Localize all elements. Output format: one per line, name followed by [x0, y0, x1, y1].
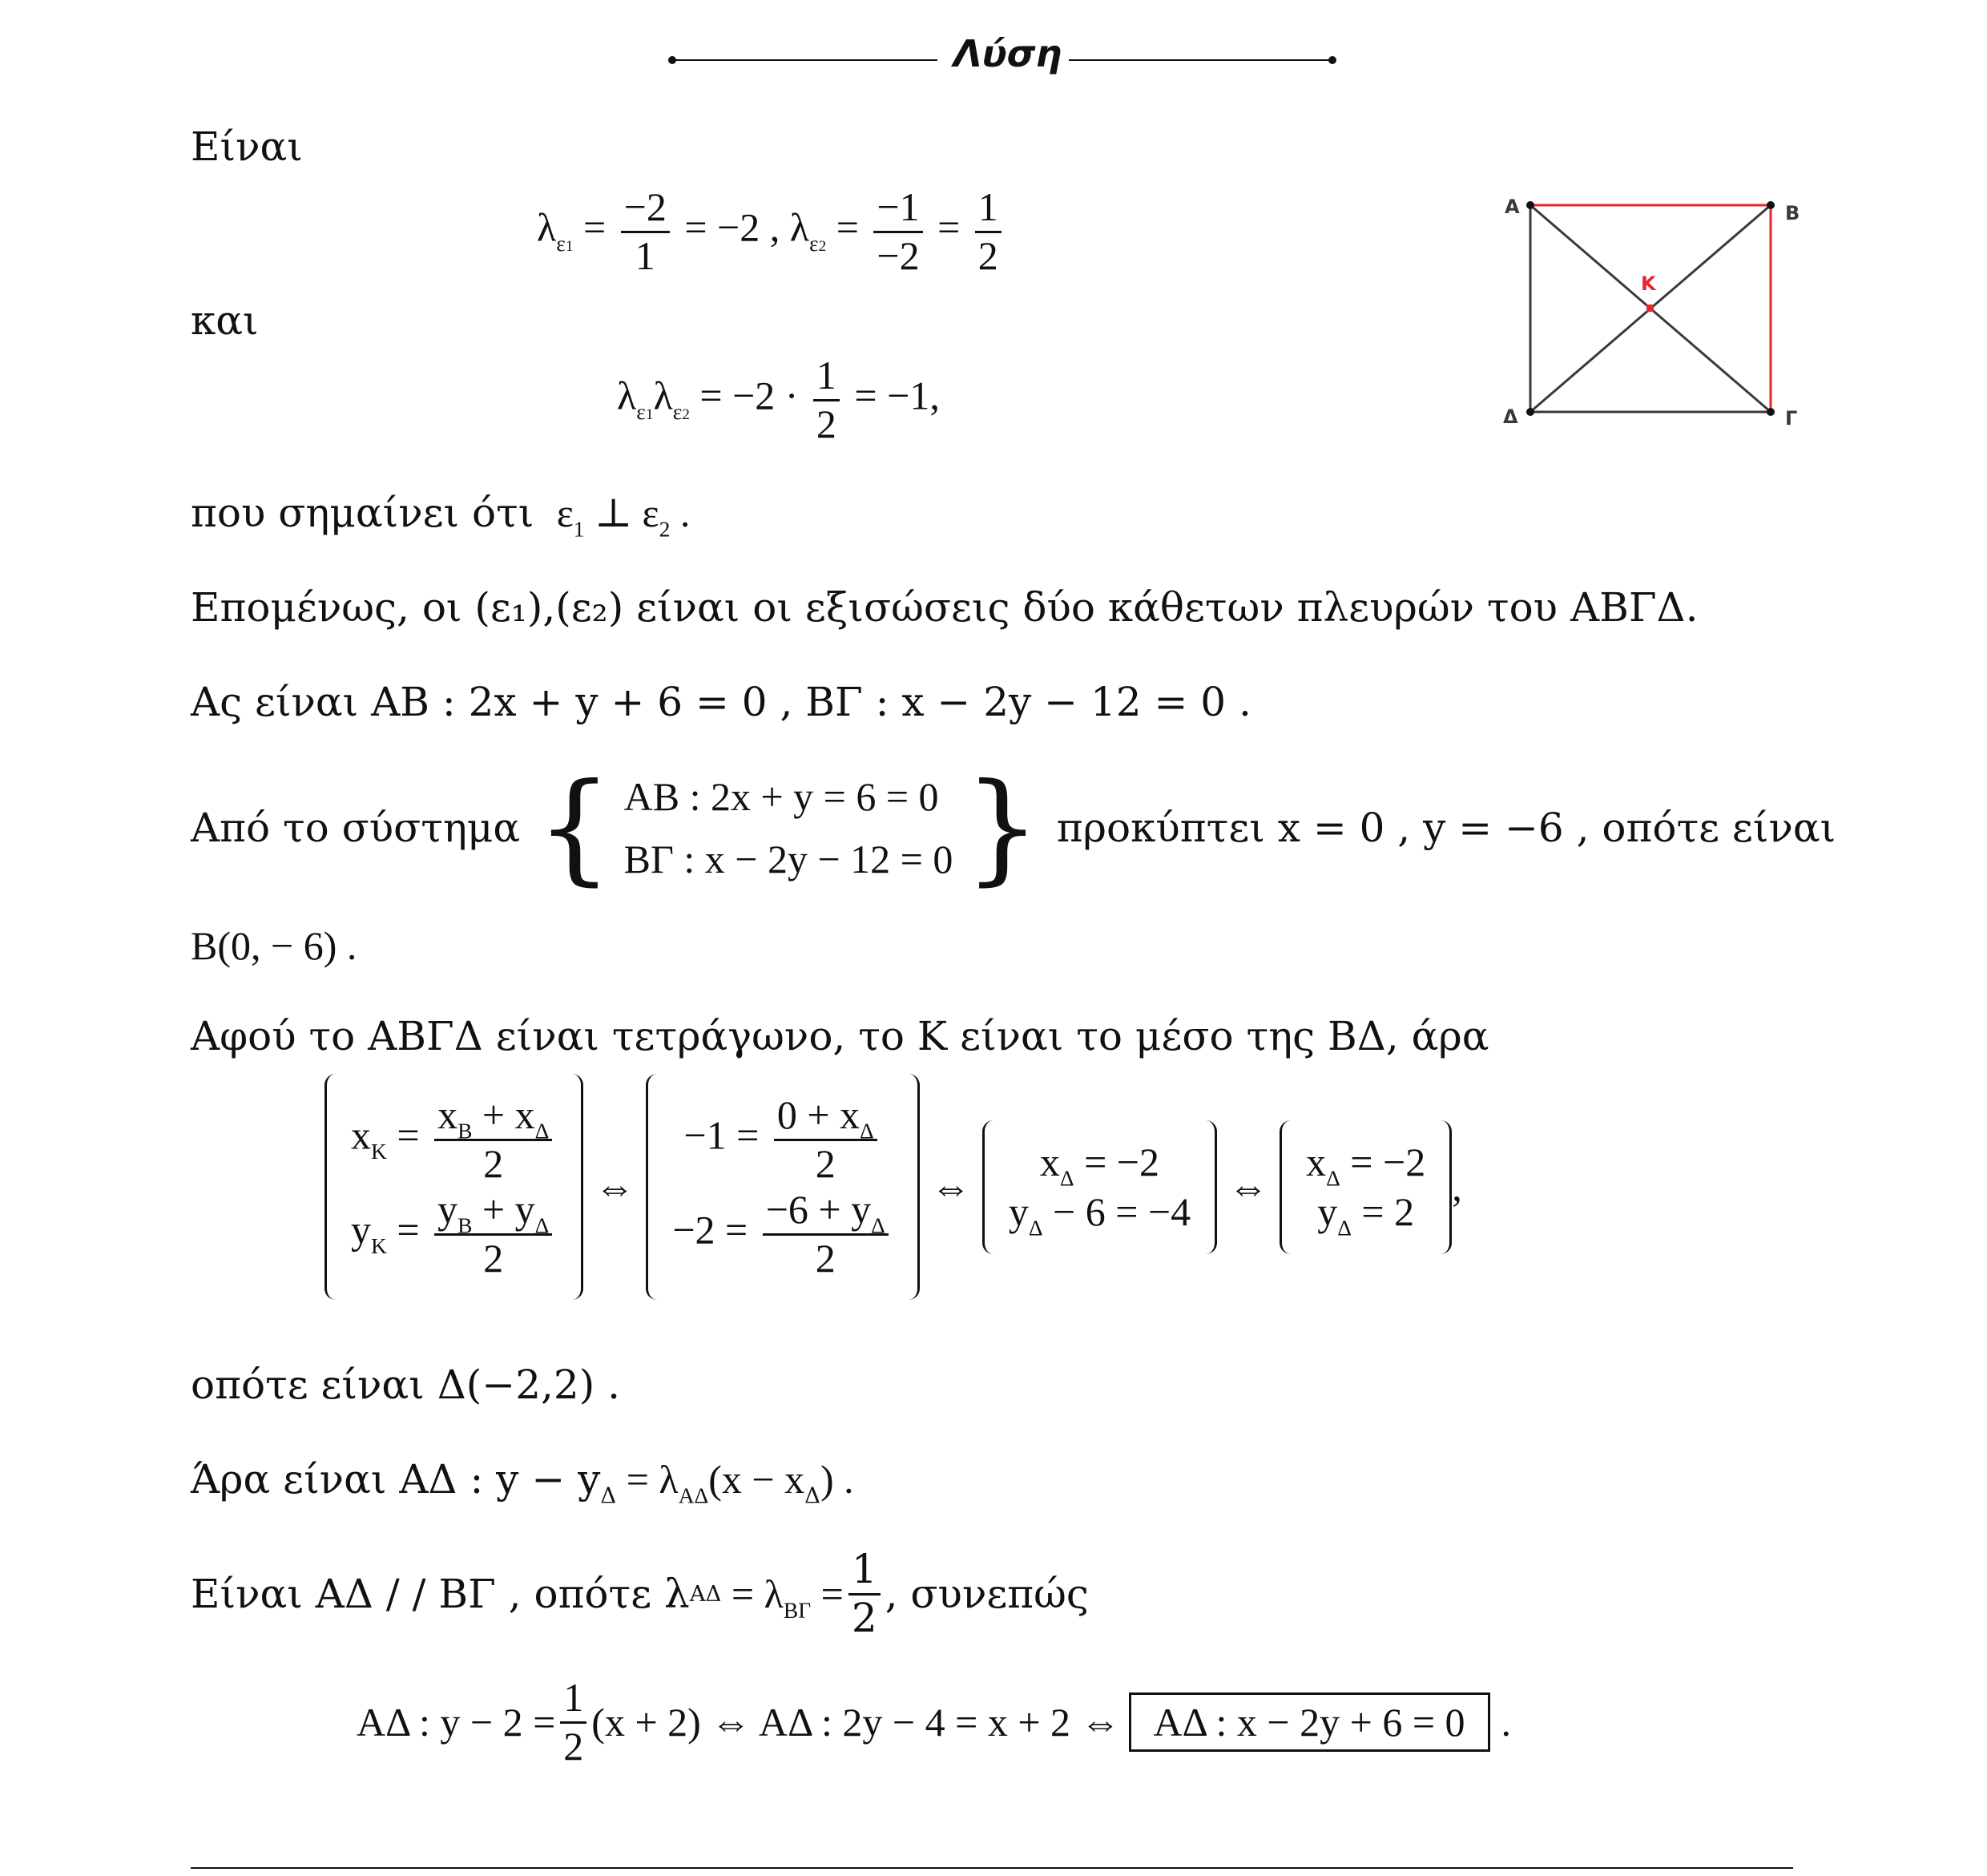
system-block-2: −1 = $\frac{0 + x_\Delta}{2}$ −2 = $\frac{-6 + y_\Delta}{2}$ [646, 1074, 920, 1300]
point-k [1646, 305, 1654, 312]
system-block-3: $x_\Delta = -2$ $y_\Delta - 6 = -4$ [982, 1120, 1217, 1254]
text-line: Είναι AΔ / / ΒΓ , οπότε λ AΔ = $\lambda_{B\Gamma}$ = $\frac{1}{2}$ , συνεπώς [191, 1546, 1089, 1641]
system-block-1: $x_K$ = $\frac{x_B + x_\Delta}{2}$ $y_K$ = $\frac{y_B + y_\Delta}{2}$ [324, 1074, 583, 1300]
header-rule-right [1069, 59, 1333, 61]
header-title: Λύση [953, 32, 1062, 75]
label-d: Δ [1503, 405, 1518, 428]
label-b: Β [1785, 202, 1800, 224]
final-equation: AΔ : y − 2 = $\frac{1}{2}$ (x + 2) ⇔ AΔ : 2y − 4 = x + 2 ⇔ AΔ : x − 2y + 6 = 0 . [357, 1675, 1512, 1769]
text-line: οπότε είναι Δ(−2,2) . [191, 1362, 621, 1408]
text-line-system: Από το σύστημα { AB : 2x + y = 6 = 0 ΒΓ : x − 2y − 12 = 0 } προκύπτει x = 0 , y = −6 , οπότε είναι [191, 758, 1836, 898]
midpoint-system: $x_K$ = $\frac{x_B + x_\Delta}{2}$ $y_K$ = $\frac{y_B + y_\Delta}{2}$ ⇔ −1 = $\frac{0 + x_\Delta}{2}$ −2 = $\frac{-6 + y_\Delta}{2}$ ⇔ $x_\Delta = -2$ $y_\Delta - 6 = -4$ ⇔ $x_\Delta = -2$ $y_\Delta = 2$ , [324, 1074, 1462, 1300]
boxed-answer: AΔ : x − 2y + 6 = 0 [1129, 1692, 1490, 1752]
label-a: Α [1505, 196, 1520, 218]
slopes-equation: $\lambda_{\varepsilon 1}$ = $\frac{-2}{1}$ = −2 , $\lambda_{\varepsilon 2}$ = $\frac{-1}{-2}$ = $\frac{1}{2}$ [537, 184, 1006, 279]
text-line: B(0, − 6) . [191, 923, 357, 968]
bottom-rule [191, 1867, 1793, 1869]
header-dot-right [1328, 56, 1336, 64]
product-equation: $\lambda_{\varepsilon 1}\lambda_{\varepsilon 2} = -2$ · $\frac{1}{2}$ = −1, [617, 353, 940, 446]
square-figure [1482, 184, 1819, 441]
text-line: που σημαίνει ότι $\varepsilon_1$ ⊥ $\varepsilon_2$ . [191, 490, 691, 542]
text-line: Αφού το ΑΒΓΔ είναι τετράγωνο, το Κ είναι το μέσο της ΒΔ, άρα [191, 1013, 1489, 1059]
text-line: Άρα είναι AΔ : $y - y_\Delta = \lambda_{A\Delta}(x - x_\Delta)$ . [191, 1456, 854, 1509]
header-rule-left [673, 59, 937, 61]
text-line: Είναι [191, 123, 303, 170]
header-dot-left [668, 56, 676, 64]
label-k: Κ [1641, 272, 1656, 295]
text-line: και [191, 297, 259, 344]
system-block-4: $x_\Delta = -2$ $y_\Delta = 2$ [1280, 1120, 1452, 1254]
text-line: Επομένως, οι (ε₁),(ε₂) είναι οι εξισώσεις δύο κάθετων πλευρών του ΑΒΓΔ. [191, 584, 1699, 631]
label-g: Γ [1785, 407, 1798, 430]
text-line: Ας είναι AB : 2x + y + 6 = 0 , ΒΓ : x − 2y − 12 = 0 . [191, 679, 1251, 725]
